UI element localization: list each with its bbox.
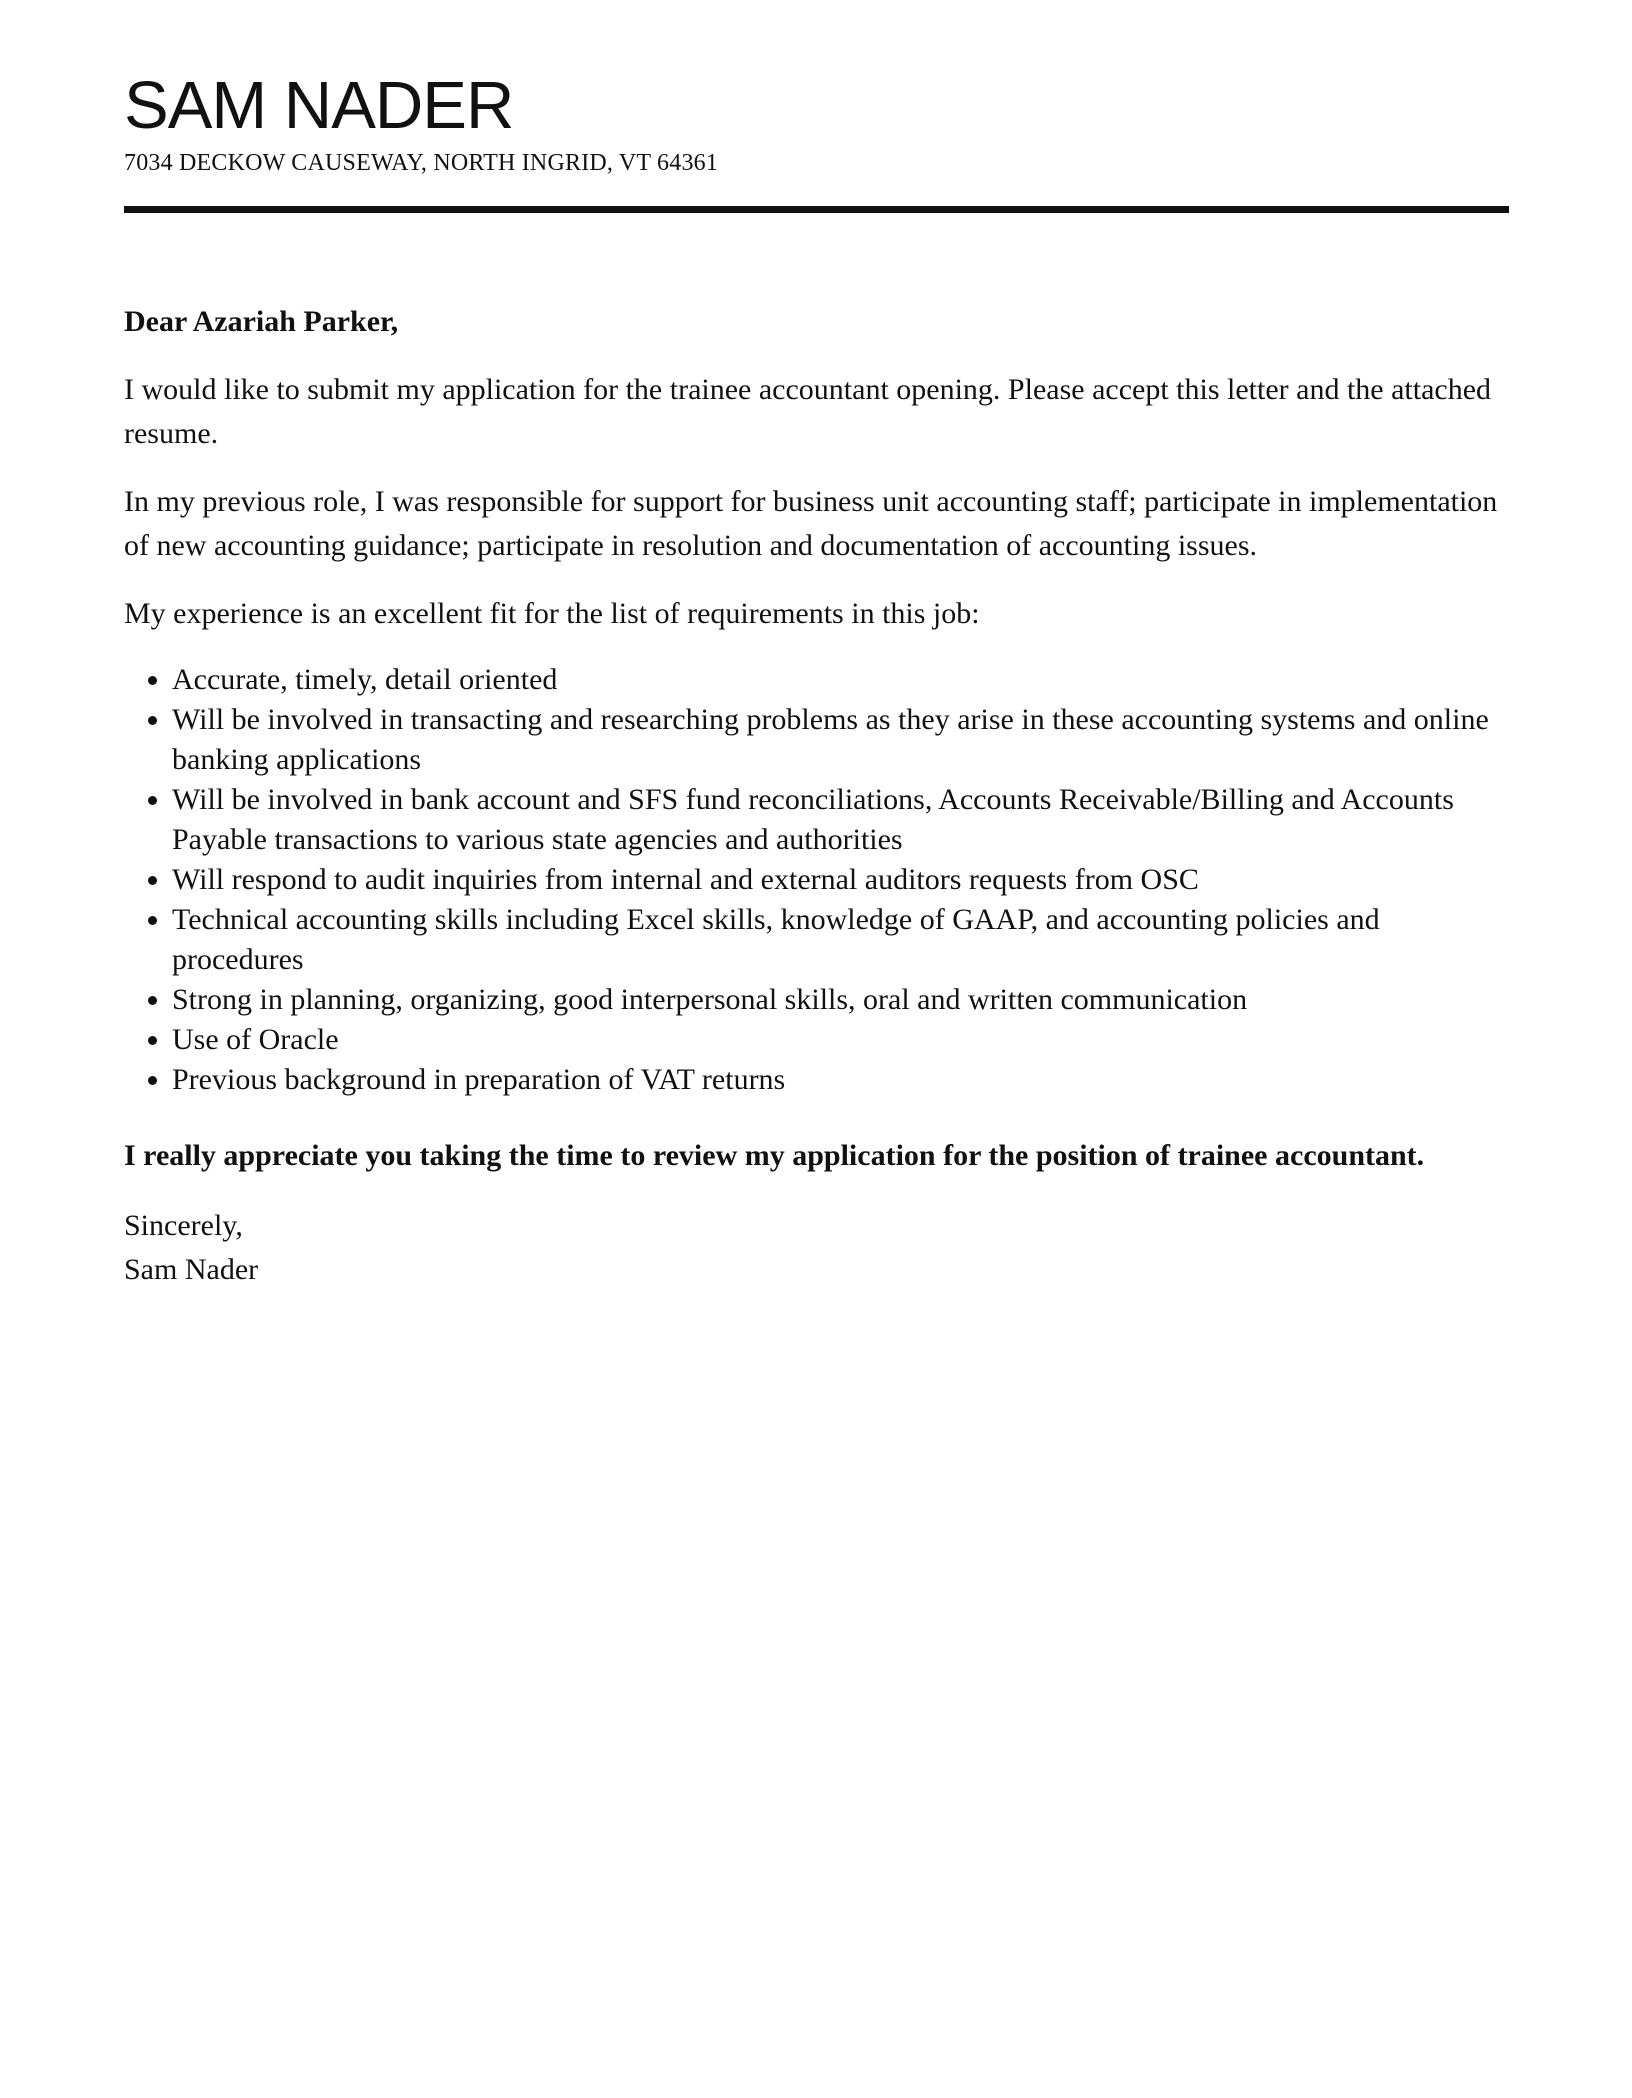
greeting: Dear Azariah Parker, xyxy=(124,305,399,338)
intro-paragraph: I would like to submit my application for the trainee accountant opening. Please accept this letter and the attached resume. xyxy=(124,373,1492,450)
experience-paragraph: In my previous role, I was responsible for support for business unit accounting staff; participate in implementation of new accounting guidance; participate in resolution and documentation of accounting issues. xyxy=(124,485,1498,562)
header-divider xyxy=(124,206,1509,213)
list-item: • Use of Oracle xyxy=(172,1020,1509,1060)
list-item: • Will respond to audit inquiries from internal and external auditors requests from OSC xyxy=(172,860,1509,900)
list-item: • Will be involved in transacting and researching problems as they arise in these accounting systems and online banking applications xyxy=(172,700,1509,780)
list-item: • Accurate, timely, detail oriented xyxy=(172,660,1509,700)
applicant-name: SAM NADER xyxy=(124,68,514,143)
closing-statement: I really appreciate you taking the time to review my application for the position of trainee accountant. xyxy=(124,1139,1425,1172)
requirements-intro: My experience is an excellent fit for the list of requirements in this job: xyxy=(124,597,980,630)
list-item: • Technical accounting skills including Excel skills, knowledge of GAAP, and accounting policies and procedures xyxy=(172,900,1509,980)
requirements-list xyxy=(124,660,1509,1100)
signoff: Sincerely, xyxy=(124,1209,243,1242)
list-item: • Will be involved in bank account and SFS fund reconciliations, Accounts Receivable/Billing and Accounts Payable transactions to various state agencies and authorities xyxy=(172,780,1509,860)
applicant-address: 7034 DECKOW CAUSEWAY, NORTH INGRID, VT 64361 xyxy=(124,150,719,176)
list-item: • Strong in planning, organizing, good interpersonal skills, oral and written communication xyxy=(172,980,1509,1020)
letter-body xyxy=(124,300,1509,1292)
list-item: • Previous background in preparation of VAT returns xyxy=(172,1060,1509,1100)
signature-name: Sam Nader xyxy=(124,1253,259,1286)
